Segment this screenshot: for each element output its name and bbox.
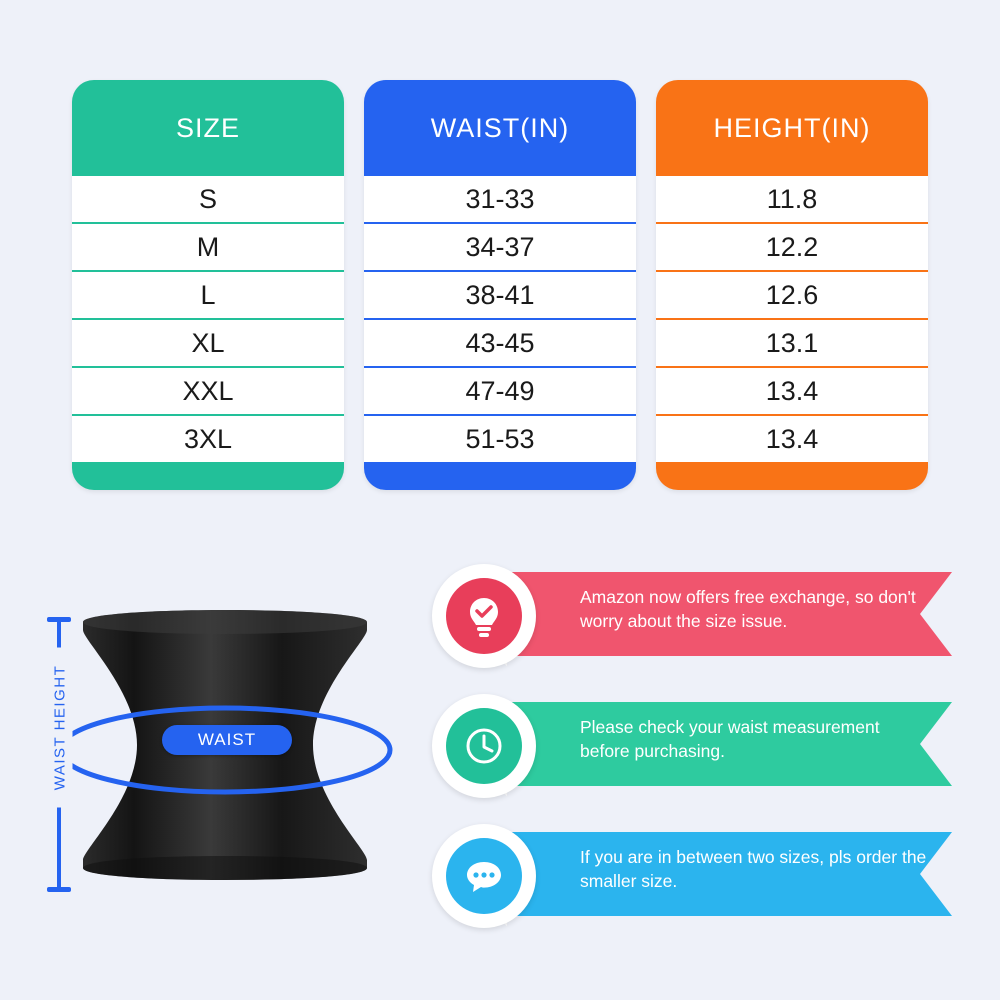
column-header-waist: WAIST(IN)	[430, 112, 570, 143]
note-item	[432, 824, 952, 924]
chat-bubble-icon	[446, 838, 522, 914]
table-cell: M	[72, 224, 344, 270]
lightbulb-icon	[446, 578, 522, 654]
table-cell: 34-37	[364, 224, 636, 270]
table-cell: 12.6	[656, 272, 928, 318]
table-cell: 11.8	[656, 176, 928, 222]
waist-label: WAIST	[162, 725, 292, 755]
table-cell: L	[72, 272, 344, 318]
column-header-size: SIZE	[175, 112, 240, 143]
size-chart-table	[72, 80, 928, 490]
column-cells-height	[656, 176, 928, 490]
waist-height-label: WAIST HEIGHT	[48, 648, 73, 808]
measure-cap-bottom	[47, 887, 71, 892]
table-cell: 51-53	[364, 416, 636, 462]
column-header-height: HEIGHT(IN)	[713, 112, 871, 143]
table-column-size	[72, 80, 344, 490]
note-item	[432, 694, 952, 794]
note-text: Please check your waist measurement before purchasing.	[580, 717, 880, 761]
table-cell: S	[72, 176, 344, 222]
table-cell: 38-41	[364, 272, 636, 318]
column-cells-waist	[364, 176, 636, 490]
table-cell: 31-33	[364, 176, 636, 222]
table-cell: 12.2	[656, 224, 928, 270]
note-item	[432, 564, 952, 664]
table-cell: 3XL	[72, 416, 344, 462]
waist-height-measure	[42, 615, 76, 895]
table-cell: 13.1	[656, 320, 928, 366]
product-illustration	[20, 560, 420, 980]
note-text: If you are in between two sizes, pls order the smaller size.	[580, 847, 927, 891]
clock-icon	[446, 708, 522, 784]
table-cell: 43-45	[364, 320, 636, 366]
note-badge	[432, 824, 536, 928]
notes-list	[432, 552, 972, 972]
note-badge	[432, 564, 536, 668]
measure-cap-top	[47, 617, 71, 622]
table-cell: 47-49	[364, 368, 636, 414]
table-cell: XL	[72, 320, 344, 366]
table-column-waist	[364, 80, 636, 490]
column-cells-size	[72, 176, 344, 490]
note-text: Amazon now offers free exchange, so don't worry about the size issue.	[580, 587, 916, 631]
table-cell: XXL	[72, 368, 344, 414]
table-column-height	[656, 80, 928, 490]
table-cell: 13.4	[656, 368, 928, 414]
note-badge	[432, 694, 536, 798]
table-cell: 13.4	[656, 416, 928, 462]
